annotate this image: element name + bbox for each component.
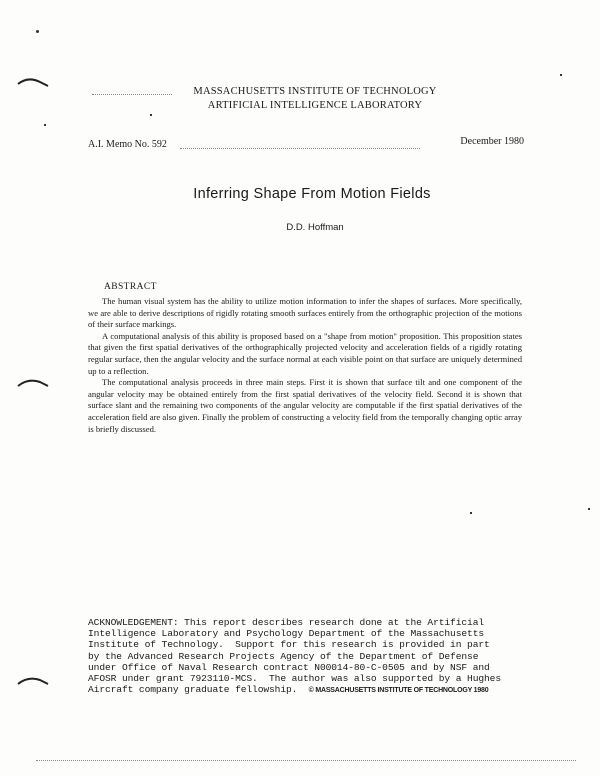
acknowledgement-text: ACKNOWLEDGEMENT: This report describes research done at the Artificial Intelligence Laboratory and Psychology Department of the Massachusetts Institute of Technology. Support for this research is provided in part by the Advanced Research Projects Agency of the Department of Defense under Office of Naval Research contract N00014-80-C-0505 and by NSF and AFOSR under grant 7923110-MCS. The author was also supported by a Hughes Aircraft company graduate fellowship. [88, 617, 501, 696]
abstract-paragraph: A computational analysis of this ability is proposed based on a "shape from motion" proposition. This proposition states that given the first spatial derivatives of the orthographically projected velocity and acceleration fields of a rigidly rotating regular surface, then the angular velocity and the surface normal at each visible point on that surface are uniquely determined up to a reflection. [88, 330, 522, 376]
scan-dotted-line [180, 148, 420, 149]
abstract-paragraph: The computational analysis proceeds in three main steps. First it is shown that surface tilt and one component of the angular velocity may be obtained entirely from the first spatial derivatives of the velocity field. Second it is shown that surface slant and the remaining two components of the angular velocity are computable if the first spatial derivatives of the acceleration field are also given. Finally the problem of constructing a velocity field from the temporally changing optic array is briefly discussed. [88, 377, 522, 434]
institution-header: MASSACHUSETTS INSTITUTE OF TECHNOLOGY [193, 86, 437, 97]
scan-speck [470, 512, 472, 514]
scan-speck [588, 508, 590, 510]
scan-dotted-line [36, 760, 576, 761]
scan-speck [44, 124, 46, 126]
paper-author: D.D. Hoffman [286, 222, 344, 233]
binder-mark-middle [16, 376, 52, 392]
lab-header: ARTIFICIAL INTELLIGENCE LABORATORY [207, 100, 423, 111]
memo-date: December 1980 [460, 136, 524, 147]
scan-speck [560, 74, 562, 76]
abstract-heading: ABSTRACT [104, 282, 157, 292]
paper-title: Inferring Shape From Motion Fields [193, 186, 431, 202]
copyright-notice: © MASSACHUSETTS INSTITUTE OF TECHNOLOGY 1980 [308, 687, 489, 695]
memo-number: A.I. Memo No. 592 [88, 139, 167, 150]
binder-mark-bottom [16, 674, 52, 690]
abstract-body [88, 296, 522, 435]
scan-speck [150, 114, 152, 116]
abstract-paragraph: The human visual system has the ability to utilize motion information to infer the shapes of surfaces. More specifically, we are able to derive descriptions of rigidly rotating smooth surfaces entirely from the orthographic projection of the motions of their surface markings. [88, 296, 522, 330]
acknowledgement [88, 617, 533, 696]
scan-speck [36, 30, 39, 33]
